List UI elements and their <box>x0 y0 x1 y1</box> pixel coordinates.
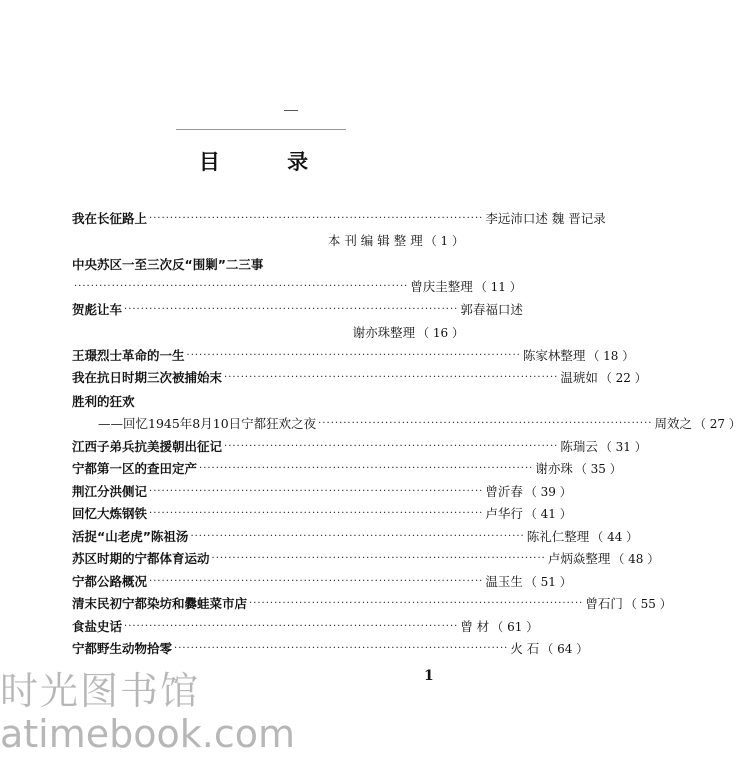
toc-entry-author: 卢华行 <box>485 506 523 521</box>
toc-entry-author: 陈家林整理 <box>522 348 586 363</box>
toc-entry-page: （ 11 ） <box>474 280 522 294</box>
toc-entry <box>72 231 464 251</box>
toc-entry-title: 中央苏区一至三次反“围剿”二三事 <box>72 257 264 272</box>
leader-dots: ················································································ <box>224 441 559 452</box>
toc-entry-author: 曾庆圭整理 <box>410 279 473 294</box>
toc-entry-author: 周效之 <box>654 416 692 431</box>
toc-entry-page: （ 39 ） <box>524 485 572 499</box>
toc-entry-title: ——回忆1945年8月10日宁都狂欢之夜 <box>98 416 317 431</box>
toc-entry-title: 胜利的狂欢 <box>72 394 135 409</box>
leader-dots: ················································································ <box>199 463 534 474</box>
watermark-line-2: atimebook.com <box>0 712 296 756</box>
toc-entry <box>72 527 639 547</box>
toc-entry <box>72 323 464 343</box>
toc-entry <box>72 414 741 434</box>
toc-entry-author: 陈瑞云 <box>560 439 598 454</box>
toc-entry-page: （ 35 ） <box>574 462 622 476</box>
leader-dots: ················································································ <box>318 418 653 429</box>
toc-entry-author: 陈礼仁整理 <box>526 529 590 544</box>
toc-entry <box>72 437 647 457</box>
toc-entry-title: 食盐史话 <box>72 619 123 634</box>
toc-entry <box>72 300 523 320</box>
leader-dots: ················································································ <box>224 372 559 383</box>
toc-entry-title: 苏区时期的宁都体育运动 <box>72 551 210 566</box>
toc-entry <box>72 368 647 388</box>
toc-entry-page: （ 27 ） <box>693 417 741 431</box>
toc-entry-page: （ 18 ） <box>587 349 635 363</box>
toc-entry <box>72 209 606 229</box>
toc-entry-title: 江西子弟兵抗美援朝出征记 <box>72 439 223 454</box>
toc-entry-page: （ 64 ） <box>541 642 589 656</box>
toc-entry-page: （ 61 ） <box>491 620 539 634</box>
leader-dots: ················································································ <box>249 598 584 609</box>
toc-entry <box>72 392 464 412</box>
toc-entry <box>72 617 539 637</box>
toc-entry <box>72 572 572 592</box>
scan-speck <box>176 129 346 130</box>
toc-entry <box>72 594 672 614</box>
toc-entry-author: 谢亦珠 <box>535 461 573 476</box>
watermark-line-1: 时光图书馆 <box>0 669 201 713</box>
leader-dots: ················································································ <box>174 643 509 654</box>
toc-entry-author: 谢亦珠整理 <box>352 325 416 340</box>
toc-entry-page: （ 16 ） <box>417 326 464 340</box>
toc-entry-page: （ 31 ） <box>599 440 647 454</box>
toc-entry-title: 清末民初宁都染坊和爨蛙菜市店 <box>72 596 248 611</box>
toc-entry-page: （ 51 ） <box>524 575 572 589</box>
leader-dots: ················································································ <box>149 213 484 224</box>
page-number: 1 <box>424 668 434 684</box>
toc-entry <box>72 504 572 524</box>
toc-entry-title: 回忆大炼钢铁 <box>72 506 148 521</box>
toc-entry-title: 荆江分洪侧记 <box>72 484 148 499</box>
toc-entry <box>72 255 464 275</box>
toc-entry-author: 本 刊 编 辑 整 理 <box>327 233 423 248</box>
toc-entry-author: 卢炳焱整理 <box>547 551 611 566</box>
leader-dots: ················································································ <box>74 281 409 292</box>
toc-entry <box>72 482 572 502</box>
toc-entry-author: 曾沂春 <box>485 484 523 499</box>
page-title: 目 录 <box>198 150 339 174</box>
toc-entry-page: （ 55 ） <box>624 597 672 611</box>
toc-entry-title: 王璟烈士革命的一生 <box>72 348 185 363</box>
leader-dots: ················································································ <box>149 576 484 587</box>
toc-entry <box>72 549 660 569</box>
leader-dots: ················································································ <box>124 621 459 632</box>
toc-entry-author: 温琥如 <box>560 370 598 385</box>
toc-entry-author: 曾石门 <box>585 596 623 611</box>
toc-entry-page: （ 44 ） <box>591 530 639 544</box>
toc-entry-title: 贺彪让车 <box>72 302 123 317</box>
leader-dots: ················································································ <box>186 350 521 361</box>
leader-dots: ················································································ <box>190 531 525 542</box>
toc-entry-title: 我在长征路上 <box>72 211 148 226</box>
leader-dots: ················································································ <box>124 304 459 315</box>
toc-entry-author: 李远沛口述 魏 晋记录 <box>485 211 606 226</box>
toc-entry <box>72 459 622 479</box>
toc-entry-title: 宁都第一区的查田定产 <box>72 461 198 476</box>
toc-entry-author: 曾 材 <box>460 619 490 634</box>
toc-entry-title: 宁都野生动物拾零 <box>72 641 173 656</box>
toc-entry-page: （ 48 ） <box>612 552 660 566</box>
leader-dots: ················································································ <box>211 553 546 564</box>
toc-entry-page: （ 41 ） <box>524 507 572 521</box>
leader-dots: ················································································ <box>149 508 484 519</box>
toc-entry <box>72 277 522 297</box>
toc-entry-page: （ 1 ） <box>424 234 464 248</box>
toc-entry-author: 郭春福口述 <box>460 302 523 317</box>
toc-entry <box>72 639 589 659</box>
scan-speck <box>284 110 298 111</box>
toc-entry-title: 活捉“山老虎”陈祖汤 <box>72 529 189 544</box>
leader-dots: ················································································ <box>149 486 484 497</box>
toc-entry-title: 宁都公路概况 <box>72 574 148 589</box>
toc-entry-author: 温玉生 <box>485 574 523 589</box>
toc-entry <box>72 346 635 366</box>
toc-entry-title: 我在抗日时期三次被捕始末 <box>72 370 223 385</box>
toc-entry-author: 火 石 <box>510 641 540 656</box>
toc-entry-page: （ 22 ） <box>599 371 647 385</box>
